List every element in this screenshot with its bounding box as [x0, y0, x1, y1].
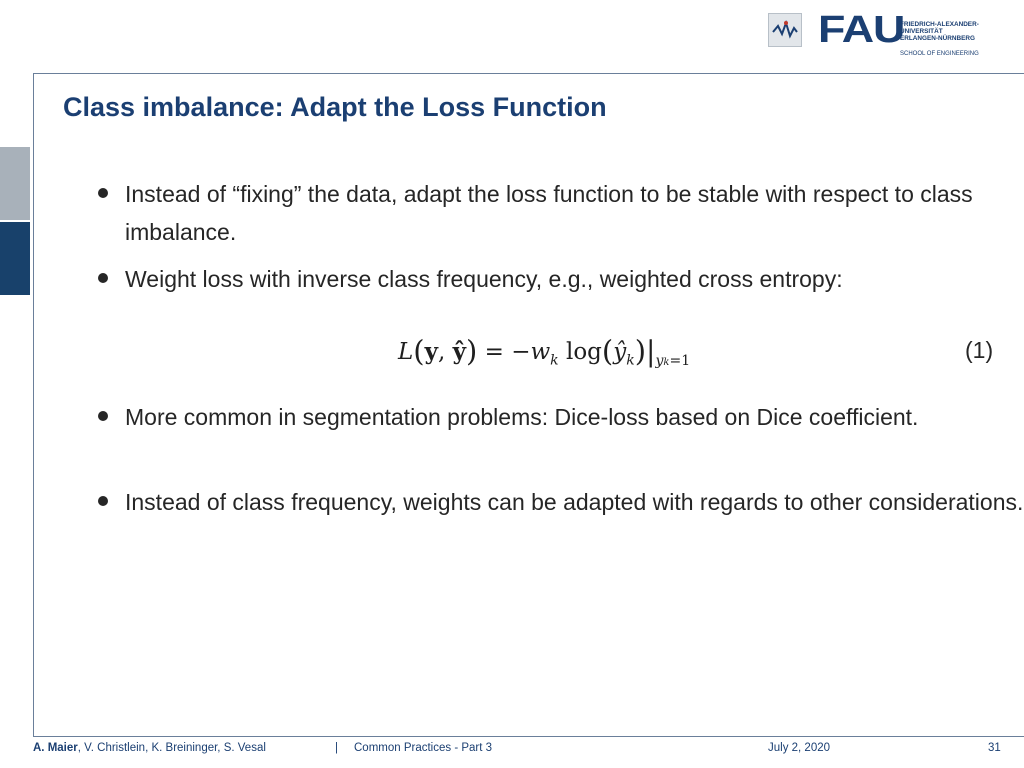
- bullet-dot-icon: [98, 188, 108, 198]
- fau-logo: [818, 9, 998, 62]
- bullet-item: [98, 175, 1024, 251]
- eq-log: log: [558, 339, 602, 365]
- bullet-text: Weight loss with inverse class frequency, e.g., weighted cross entropy:: [125, 266, 843, 292]
- eq-y-hat-vector: ŷ: [452, 338, 466, 365]
- fau-logo-line-3: ERLANGEN-NÜRNBERG: [900, 35, 975, 43]
- fau-school-label: SCHOOL OF ENGINEERING: [900, 51, 979, 57]
- bullet-dot-icon: [98, 273, 108, 283]
- bullet-text: Instead of “fixing” the data, adapt the loss function to be stable with respect to class imbalance.: [125, 181, 973, 245]
- footer-author-rest: , V. Christlein, K. Breininger, S. Vesal: [77, 742, 266, 754]
- eq-comma: ,: [437, 339, 453, 365]
- eq-y-hat-k-subscript: k: [626, 352, 635, 369]
- eq-log-close-paren: ): [634, 334, 647, 368]
- eq-evaluation-bar: |: [646, 335, 656, 368]
- eq-condition-value: =1: [669, 352, 691, 369]
- footer-course-title: Common Practices - Part 3: [354, 742, 493, 754]
- eq-weight: w: [530, 339, 551, 365]
- footer-page-number: 31: [988, 742, 1001, 754]
- side-tab-inactive: [0, 147, 30, 220]
- fau-logo-line-1: FRIEDRICH-ALEXANDER-: [900, 21, 979, 28]
- eq-open-paren: (: [413, 334, 425, 368]
- eq-close-paren: ): [465, 334, 478, 368]
- fau-logo-text: [900, 21, 979, 43]
- weighted-cross-entropy-equation: [398, 332, 690, 369]
- bullet-dot-icon: [98, 496, 108, 506]
- footer-author-main: A. Maier: [33, 742, 78, 754]
- bullet-item: [98, 483, 1024, 521]
- eq-loss-symbol: L: [398, 339, 414, 365]
- fau-logo-letters: FAU: [818, 9, 905, 51]
- footer: [33, 742, 1018, 760]
- side-tab-active: [0, 222, 30, 295]
- eq-condition-y: y: [655, 352, 664, 369]
- bullet-text: More common in segmentation problems: Dice-loss based on Dice coefficient.: [125, 404, 919, 430]
- bullet-item: [98, 398, 1024, 436]
- lme-logo-icon: [768, 13, 802, 47]
- fau-logo-line-2: UNIVERSITÄT: [900, 28, 943, 36]
- equation-number: (1): [965, 337, 994, 363]
- bullet-item: [98, 260, 1024, 298]
- eq-log-open-paren: (: [601, 334, 614, 368]
- eq-condition-k: k: [663, 356, 670, 368]
- eq-weight-subscript: k: [550, 352, 559, 369]
- bullet-text: Instead of class frequency, weights can be adapted with regards to other considerations.: [125, 489, 1024, 515]
- eq-equals-minus: = −: [477, 339, 531, 365]
- footer-authors: [33, 742, 266, 754]
- bullet-dot-icon: [98, 411, 108, 421]
- eq-y-hat-k: ŷ: [613, 339, 627, 365]
- footer-separator: |: [335, 742, 338, 754]
- slide-title: Class imbalance: Adapt the Loss Function: [63, 92, 607, 122]
- footer-date: July 2, 2020: [768, 742, 831, 754]
- eq-condition: [655, 353, 690, 369]
- eq-y-vector: y: [424, 338, 438, 365]
